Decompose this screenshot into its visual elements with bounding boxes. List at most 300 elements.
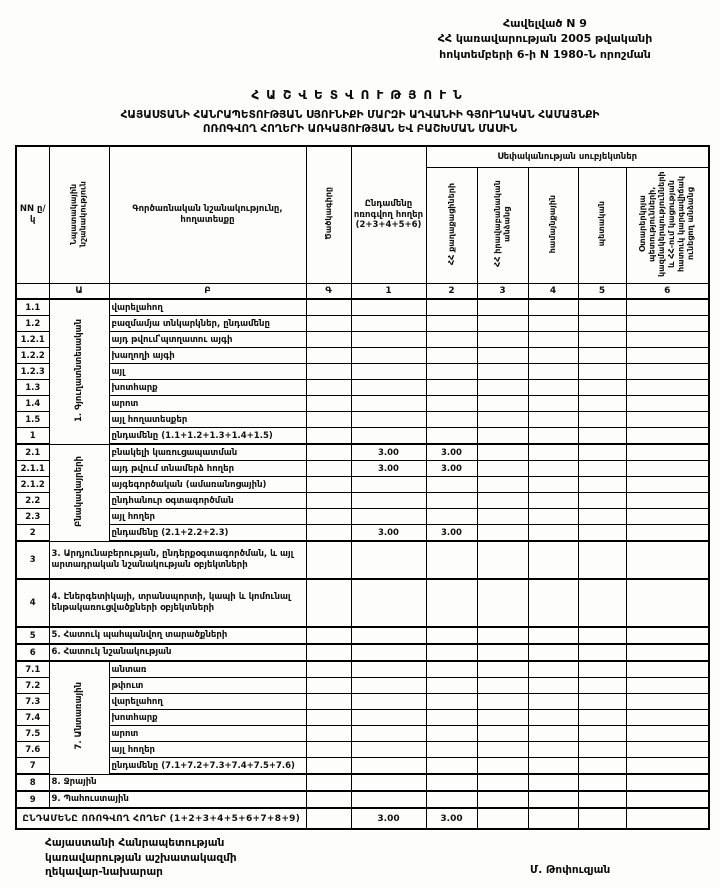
value-cell <box>477 396 528 412</box>
description-cell: բազմամյա տնկարկներ, ընդամենը <box>109 316 306 332</box>
value-cell <box>351 428 426 445</box>
value-cell <box>477 509 528 525</box>
value-cell <box>626 678 709 694</box>
merged-description-cell: 8. Ջրային <box>49 774 306 791</box>
value-cell <box>351 694 426 710</box>
value-cell <box>626 316 709 332</box>
value-cell <box>306 509 351 525</box>
value-cell <box>528 774 578 791</box>
value-cell <box>528 742 578 758</box>
table-row <box>16 678 709 694</box>
value-cell: 3.00 <box>351 525 426 542</box>
value-cell <box>426 299 477 316</box>
value-cell <box>306 644 351 661</box>
value-cell <box>477 412 528 428</box>
value-cell <box>477 579 528 627</box>
code-letter-row <box>16 284 709 300</box>
table-row <box>16 412 709 428</box>
value-cell <box>477 364 528 380</box>
description-cell: խոտհարք <box>109 710 306 726</box>
value-cell <box>426 509 477 525</box>
value-cell <box>426 493 477 509</box>
value-cell <box>351 412 426 428</box>
value-cell <box>351 726 426 742</box>
table-row <box>16 774 709 791</box>
value-cell <box>306 348 351 364</box>
row-number-cell: 7.5 <box>16 726 49 742</box>
table-row <box>16 525 709 542</box>
description-suffix: խաղողի այգի <box>111 350 175 361</box>
row-number-cell: 1.1 <box>16 299 49 316</box>
subject-label: համայնքային <box>548 194 558 254</box>
table-row <box>16 661 709 678</box>
value-cell <box>528 332 578 348</box>
row-number-cell: 1.2.1 <box>16 332 49 348</box>
value-cell <box>528 694 578 710</box>
value-cell <box>528 380 578 396</box>
table-row <box>16 316 709 332</box>
column-header-subject <box>528 168 578 284</box>
value-cell <box>528 428 578 445</box>
value-cell <box>626 758 709 775</box>
table-row <box>16 726 709 742</box>
value-cell <box>306 791 351 808</box>
value-cell <box>528 541 578 579</box>
merged-description-cell: 5. Հատուկ պահպանվող տարածքների <box>49 627 306 644</box>
row-number-cell: 7 <box>16 758 49 775</box>
value-cell <box>528 726 578 742</box>
value-cell <box>306 493 351 509</box>
footer-org <box>45 836 237 880</box>
column-header-purpose: Նպատակային նշանակություն <box>49 146 109 284</box>
table-row <box>16 364 709 380</box>
row-number-cell: 5 <box>16 627 49 644</box>
value-cell <box>528 316 578 332</box>
value-cell <box>528 661 578 678</box>
row-number-cell: 1.2 <box>16 316 49 332</box>
table-row <box>16 493 709 509</box>
value-cell <box>426 758 477 775</box>
subtitle-line: ՀԱՅԱՍՏԱՆԻ ՀԱՆՐԱՊԵՏՈՒԹՅԱՆ ՍՅՈՒՆԻՔԻ ՄԱՐԶԻ ԱՂՎԱՆԻԻ ԳՅՈՒՂԱԿԱՆ ՀԱՄԱՅՆՔԻ <box>120 109 600 121</box>
value-cell <box>306 661 351 678</box>
value-cell <box>306 525 351 542</box>
value-cell <box>578 412 626 428</box>
description-cell: վարելահող <box>109 694 306 710</box>
value-cell <box>626 774 709 791</box>
grand-total-value-cell: 3.00 <box>426 808 477 829</box>
appendix-note <box>380 16 710 62</box>
value-cell <box>578 380 626 396</box>
value-cell <box>578 348 626 364</box>
value-cell <box>626 644 709 661</box>
value-cell <box>351 477 426 493</box>
value-cell <box>626 579 709 627</box>
value-cell <box>477 332 528 348</box>
value-cell <box>477 694 528 710</box>
value-cell <box>528 396 578 412</box>
value-cell <box>477 541 528 579</box>
subject-label: ՀՀ իրավաբանական անձանց <box>492 180 512 268</box>
value-cell <box>578 742 626 758</box>
description-cell: ընդամենը (7.1+7.2+7.3+7.4+7.5+7.6) <box>109 758 306 775</box>
description-prefix: այդ թվում՝ <box>111 334 161 345</box>
value-cell <box>306 678 351 694</box>
value-cell <box>426 477 477 493</box>
value-cell <box>477 791 528 808</box>
value-cell <box>306 742 351 758</box>
merged-description-cell: 4. Էներգետիկայի, տրանսպորտի, կապի և կոմունալ ենթակառուցվածքների օբյեկտների <box>49 579 306 627</box>
description-cell: անտառ <box>109 661 306 678</box>
value-cell <box>426 348 477 364</box>
grand-total-value-cell <box>477 808 528 829</box>
value-cell <box>578 316 626 332</box>
value-cell <box>578 525 626 542</box>
value-cell <box>426 541 477 579</box>
value-cell <box>426 380 477 396</box>
value-cell <box>426 412 477 428</box>
value-cell <box>578 428 626 445</box>
group-label: 1. Գյուղատնտեսական <box>73 318 84 422</box>
value-cell <box>528 627 578 644</box>
appendix-line: ՀՀ կառավարության 2005 թվականի <box>437 32 653 46</box>
value-cell <box>306 694 351 710</box>
value-cell <box>578 493 626 509</box>
value-cell <box>578 299 626 316</box>
value-cell <box>578 774 626 791</box>
subject-label: ՀՀ քաղաքացիների <box>446 182 456 266</box>
value-cell <box>306 396 351 412</box>
value-cell <box>626 493 709 509</box>
value-cell <box>626 299 709 316</box>
value-cell <box>306 461 351 477</box>
value-cell <box>626 694 709 710</box>
value-cell <box>626 710 709 726</box>
table-row <box>16 579 709 627</box>
value-cell <box>528 644 578 661</box>
code-letter-cell: Գ <box>306 284 351 300</box>
value-cell <box>477 461 528 477</box>
row-number-cell: 1.2.2 <box>16 348 49 364</box>
table-row <box>16 644 709 661</box>
value-cell <box>578 710 626 726</box>
value-cell <box>578 477 626 493</box>
value-cell <box>426 396 477 412</box>
value-cell <box>626 444 709 461</box>
row-number-cell: 3 <box>16 541 49 579</box>
description-cell: այլ հողեր <box>109 509 306 525</box>
row-number-cell: 2.1.2 <box>16 477 49 493</box>
description-cell: ընդամենը (2.1+2.2+2.3) <box>109 525 306 542</box>
column-header-functional: Գործառնական նշանակությունը, հողատեսքը <box>109 146 306 284</box>
value-cell <box>578 461 626 477</box>
row-number-cell: 7.3 <box>16 694 49 710</box>
value-cell <box>351 299 426 316</box>
value-cell <box>578 541 626 579</box>
value-cell: 3.00 <box>426 444 477 461</box>
value-cell <box>626 791 709 808</box>
grand-total-row <box>16 808 709 829</box>
row-number-cell: 1 <box>16 428 49 445</box>
value-cell <box>426 627 477 644</box>
grand-total-value-cell <box>578 808 626 829</box>
value-cell <box>477 627 528 644</box>
value-cell <box>528 412 578 428</box>
code-letter-cell: 6 <box>626 284 709 300</box>
footer-org-line: Հայաստանի Հանրապետության <box>45 837 225 849</box>
value-cell <box>351 541 426 579</box>
row-number-cell: 8 <box>16 774 49 791</box>
table-row <box>16 509 709 525</box>
value-cell <box>426 678 477 694</box>
value-cell <box>578 661 626 678</box>
row-number-cell: 2.1 <box>16 444 49 461</box>
value-cell <box>578 579 626 627</box>
value-cell <box>351 774 426 791</box>
table-row <box>16 299 709 316</box>
value-cell <box>351 758 426 775</box>
value-cell <box>578 396 626 412</box>
table-row <box>16 396 709 412</box>
row-number-cell: 9 <box>16 791 49 808</box>
value-cell <box>626 364 709 380</box>
value-cell <box>477 444 528 461</box>
value-cell <box>306 726 351 742</box>
grand-total-value-cell <box>306 808 351 829</box>
column-header-code: Ծածկագիրը <box>306 146 351 284</box>
value-cell <box>477 644 528 661</box>
value-cell <box>351 627 426 644</box>
value-cell <box>306 477 351 493</box>
row-number-cell: 7.4 <box>16 710 49 726</box>
value-cell <box>426 791 477 808</box>
row-number-cell: 7.6 <box>16 742 49 758</box>
value-cell <box>351 644 426 661</box>
signature-name: Մ. Թոփուզյան <box>530 864 611 876</box>
value-cell: 3.00 <box>351 461 426 477</box>
value-cell <box>306 316 351 332</box>
value-cell <box>626 661 709 678</box>
value-cell <box>528 477 578 493</box>
value-cell <box>306 412 351 428</box>
group-label: Բնակավայրերի <box>73 455 84 527</box>
value-cell <box>351 710 426 726</box>
value-cell <box>306 541 351 579</box>
value-cell <box>306 428 351 445</box>
table-row <box>16 742 709 758</box>
value-cell <box>626 726 709 742</box>
value-cell <box>477 477 528 493</box>
code-letter-cell: 3 <box>477 284 528 300</box>
value-cell <box>477 742 528 758</box>
value-cell <box>426 726 477 742</box>
value-cell <box>426 644 477 661</box>
description-cell: այլ հողեր <box>109 742 306 758</box>
description-cell: թփուտ <box>109 678 306 694</box>
value-cell <box>578 791 626 808</box>
table-row <box>16 477 709 493</box>
value-cell <box>351 509 426 525</box>
description-cell: արոտ <box>109 396 306 412</box>
footer-org-line: կառավարության աշխատակազմի <box>45 851 237 864</box>
value-cell <box>528 299 578 316</box>
value-cell <box>528 758 578 775</box>
description-cell: ընդամենը (1.1+1.2+1.3+1.4+1.5) <box>109 428 306 445</box>
value-cell <box>351 316 426 332</box>
grand-total-value-cell: 3.00 <box>351 808 426 829</box>
column-header-nn: NN ը/կ <box>16 146 49 284</box>
value-cell <box>626 477 709 493</box>
value-cell <box>426 774 477 791</box>
value-cell <box>306 444 351 461</box>
row-number-cell: 2 <box>16 525 49 542</box>
value-cell <box>351 791 426 808</box>
value-cell <box>578 509 626 525</box>
value-cell <box>351 742 426 758</box>
code-letter-cell: 4 <box>528 284 578 300</box>
code-letter-cell: 1 <box>351 284 426 300</box>
row-number-cell: 2.3 <box>16 509 49 525</box>
value-cell <box>626 412 709 428</box>
column-header-subject <box>626 168 709 284</box>
value-cell <box>578 364 626 380</box>
description-cell: այլ հողատեսքեր <box>109 412 306 428</box>
value-cell <box>426 332 477 348</box>
value-cell <box>477 299 528 316</box>
row-number-cell: 1.4 <box>16 396 49 412</box>
value-cell <box>351 348 426 364</box>
value-cell <box>528 710 578 726</box>
value-cell <box>351 380 426 396</box>
value-cell <box>426 579 477 627</box>
value-cell <box>578 644 626 661</box>
value-cell <box>578 678 626 694</box>
table-row <box>16 694 709 710</box>
land-report-table <box>15 145 710 830</box>
value-cell <box>426 661 477 678</box>
value-cell <box>477 348 528 364</box>
table-row <box>16 627 709 644</box>
table-row <box>16 758 709 775</box>
row-number-cell: 6 <box>16 644 49 661</box>
description-cell: վարելահող <box>109 299 306 316</box>
value-cell <box>477 428 528 445</box>
value-cell <box>426 364 477 380</box>
value-cell <box>578 444 626 461</box>
description-cell: խոտհարք <box>109 380 306 396</box>
value-cell <box>306 332 351 348</box>
value-cell <box>351 332 426 348</box>
code-letter-cell: 2 <box>426 284 477 300</box>
subtitle-line: ՈՌՈԳՎՈՂ ՀՈՂԵՐԻ ԱՌԿԱՅՈՒԹՅԱՆ ԵՎ ԲԱՇԽՄԱՆ ՄԱՍԻՆ <box>202 123 518 136</box>
appendix-line: Հավելված N 9 <box>503 17 587 30</box>
value-cell <box>626 461 709 477</box>
value-cell <box>477 380 528 396</box>
column-header-subject <box>477 168 528 284</box>
value-cell <box>626 742 709 758</box>
table-row <box>16 791 709 808</box>
table-row <box>16 332 709 348</box>
value-cell <box>626 509 709 525</box>
value-cell <box>477 678 528 694</box>
value-cell: 3.00 <box>351 444 426 461</box>
merged-description-cell: 9. Պահուստային <box>49 791 306 808</box>
value-cell <box>306 710 351 726</box>
value-cell <box>528 364 578 380</box>
value-cell <box>528 461 578 477</box>
value-cell <box>477 661 528 678</box>
value-cell <box>351 364 426 380</box>
value-cell <box>426 316 477 332</box>
table-row <box>16 444 709 461</box>
code-letter-cell: 5 <box>578 284 626 300</box>
value-cell <box>578 758 626 775</box>
value-cell: 3.00 <box>426 461 477 477</box>
value-cell <box>626 428 709 445</box>
row-number-cell: 7.2 <box>16 678 49 694</box>
column-header-total: Ընդամենը ոռոգվող հողեր (2+3+4+5+6) <box>351 146 426 284</box>
description-cell <box>109 348 306 364</box>
page-title: ՀԱՇՎԵՏՎՈՒԹՅՈՒՆ <box>251 88 469 102</box>
value-cell <box>351 678 426 694</box>
code-letter-cell: Ա <box>49 284 109 300</box>
value-cell <box>351 396 426 412</box>
column-header-ownership-group: Սեփականության սուբյեկտներ <box>426 146 709 168</box>
grand-total-value-cell <box>528 808 578 829</box>
group-label-cell <box>49 661 109 774</box>
description-cell: ընդհանուր օգտագործման <box>109 493 306 509</box>
value-cell <box>426 428 477 445</box>
column-header-subject <box>426 168 477 284</box>
description-cell: այդ թվում տնամերձ հողեր <box>109 461 306 477</box>
table-row <box>16 541 709 579</box>
value-cell: 3.00 <box>426 525 477 542</box>
value-cell <box>306 774 351 791</box>
group-label-cell <box>49 299 109 444</box>
description-cell: արոտ <box>109 726 306 742</box>
value-cell <box>351 579 426 627</box>
description-cell: բնակելի կառուցապատման <box>109 444 306 461</box>
value-cell <box>306 579 351 627</box>
value-cell <box>626 380 709 396</box>
value-cell <box>306 758 351 775</box>
row-number-cell: 1.2.3 <box>16 364 49 380</box>
value-cell <box>306 380 351 396</box>
code-letter-cell: Բ <box>109 284 306 300</box>
value-cell <box>477 726 528 742</box>
value-cell <box>477 316 528 332</box>
value-cell <box>477 758 528 775</box>
group-label-cell <box>49 444 109 541</box>
appendix-line: հոկտեմբերի 6-ի N 1980-Ն որոշման <box>439 47 651 61</box>
value-cell <box>626 396 709 412</box>
row-number-cell: 7.1 <box>16 661 49 678</box>
description-cell <box>109 332 306 348</box>
value-cell <box>528 678 578 694</box>
row-number-cell: 2.1.1 <box>16 461 49 477</box>
value-cell <box>351 661 426 678</box>
value-cell <box>528 509 578 525</box>
value-cell <box>528 791 578 808</box>
group-label: 7. Անտառային <box>73 682 84 751</box>
value-cell <box>578 332 626 348</box>
value-cell <box>578 627 626 644</box>
value-cell <box>626 541 709 579</box>
description-cell: այգեգործական (ամառանոցային) <box>109 477 306 493</box>
value-cell <box>626 525 709 542</box>
description-cell: այլ <box>109 364 306 380</box>
table-row <box>16 710 709 726</box>
value-cell <box>626 348 709 364</box>
